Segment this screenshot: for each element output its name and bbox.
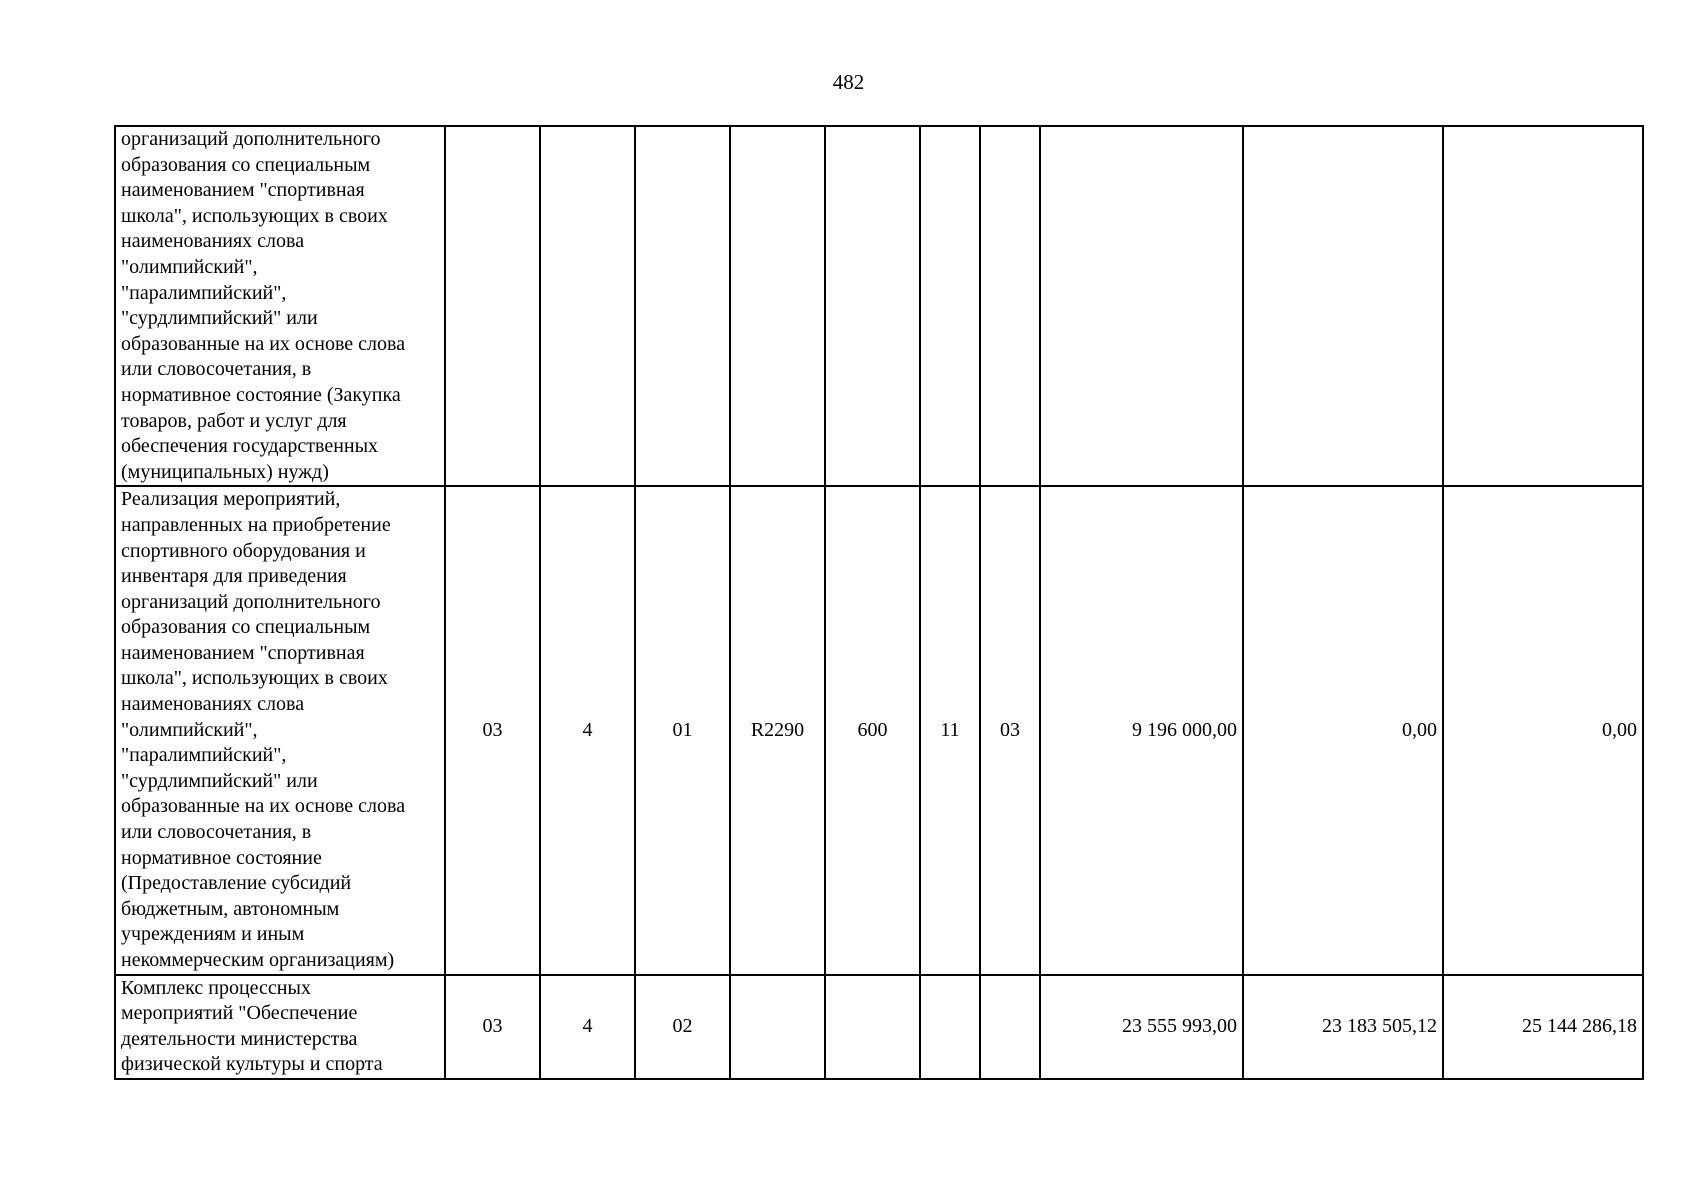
structural-element-code-cell: 02	[635, 975, 730, 1079]
row-description: Реализация мероприятий, направленных на приобретение спортивного оборудования и инвентаря для приведения организаций дополнительного образования со специальным наименованием "спортивная школа", использующих в своих наименованиях слова "олимпийский", "паралимпийский", "сурдлимпийский" или образованные на их основе слова или словосочетания, в нормативное состояние (Предоставление субсидий бюджетным, автономным учреждениям и иным некоммерческим организациям)	[115, 486, 445, 974]
amount-year-2-cell: 23 183 505,12	[1243, 975, 1443, 1079]
table-row	[115, 486, 1643, 974]
subsection-code-cell: 03	[980, 486, 1040, 974]
amount-year-2-cell	[1243, 126, 1443, 486]
subprogram-code-cell	[540, 126, 635, 486]
expense-type-code-cell	[825, 975, 920, 1079]
amount-year-1-cell	[1040, 126, 1243, 486]
table-row	[115, 975, 1643, 1079]
amount-year-1-cell: 9 196 000,00	[1040, 486, 1243, 974]
direction-code-cell	[730, 126, 825, 486]
program-code-cell: 03	[445, 486, 540, 974]
page-number: 482	[832, 70, 865, 94]
expense-type-code-cell: 600	[825, 486, 920, 974]
direction-code-cell: R2290	[730, 486, 825, 974]
amount-year-2-cell: 0,00	[1243, 486, 1443, 974]
program-code-cell: 03	[445, 975, 540, 1079]
amount-year-3-cell: 0,00	[1443, 486, 1643, 974]
expense-type-code-cell	[825, 126, 920, 486]
section-code-cell: 11	[920, 486, 980, 974]
subsection-code-cell	[980, 975, 1040, 1079]
subprogram-code-cell: 4	[540, 486, 635, 974]
structural-element-code-cell	[635, 126, 730, 486]
row-description: Комплекс процессных мероприятий "Обеспечение деятельности министерства физической культуры и спорта	[115, 975, 445, 1079]
row-description: организаций дополнительного образования со специальным наименованием "спортивная школа", использующих в своих наименованиях слова "олимпийский", "паралимпийский", "сурдлимпийский" или образованные на их основе слова или словосочетания, в нормативное состояние (Закупка товаров, работ и услуг для обеспечения государственных (муниципальных) нужд)	[115, 126, 445, 486]
structural-element-code-cell: 01	[635, 486, 730, 974]
amount-year-1-cell: 23 555 993,00	[1040, 975, 1243, 1079]
table-row	[115, 126, 1643, 486]
direction-code-cell	[730, 975, 825, 1079]
subsection-code-cell	[980, 126, 1040, 486]
section-code-cell	[920, 126, 980, 486]
program-code-cell	[445, 126, 540, 486]
budget-table	[114, 125, 1644, 1080]
subprogram-code-cell: 4	[540, 975, 635, 1079]
amount-year-3-cell	[1443, 126, 1643, 486]
section-code-cell	[920, 975, 980, 1079]
amount-year-3-cell: 25 144 286,18	[1443, 975, 1643, 1079]
